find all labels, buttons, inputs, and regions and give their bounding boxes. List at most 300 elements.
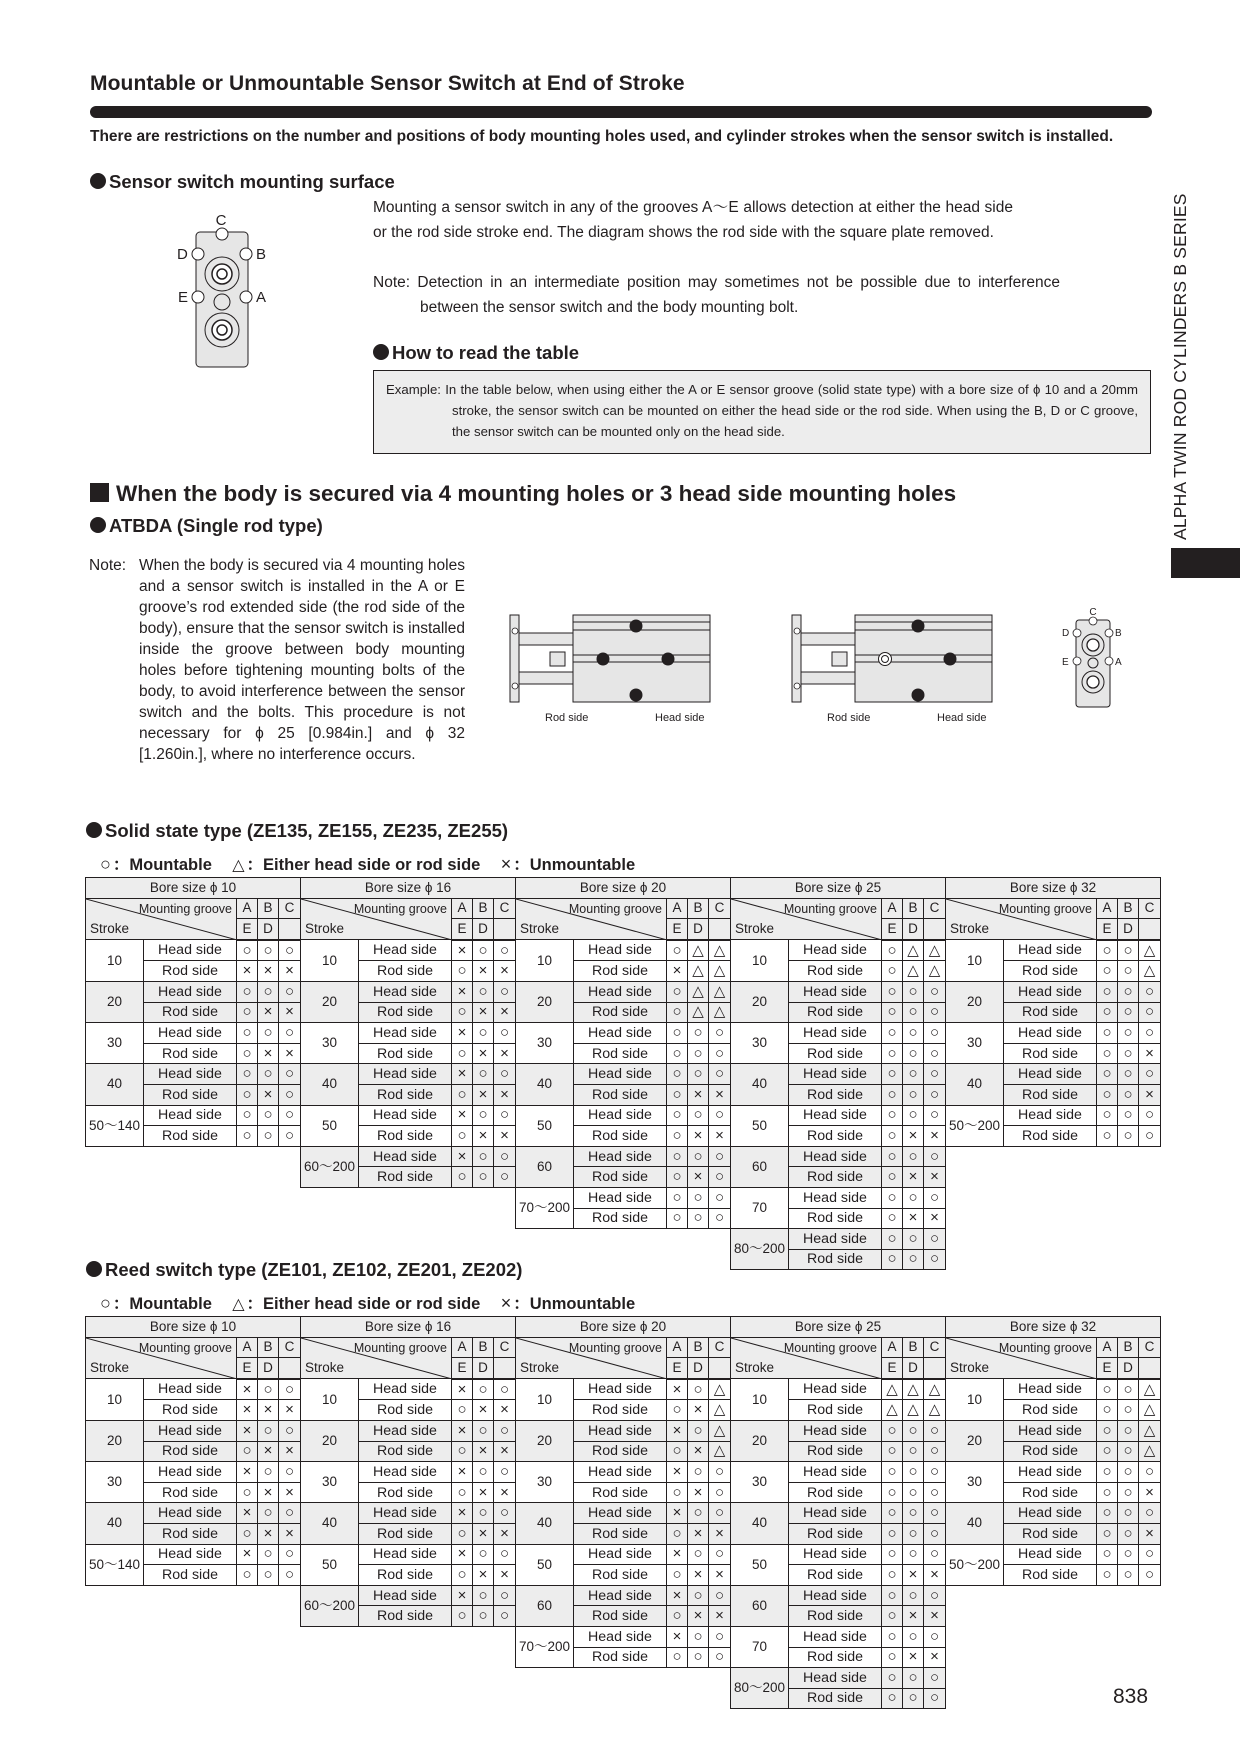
head-side-label: Head side <box>359 1503 452 1524</box>
mount-symbol: ○ <box>473 1503 494 1524</box>
cylinder-diagram-4-holes <box>510 615 710 724</box>
groove-column-header: C <box>494 1337 516 1358</box>
mount-symbol: ○ <box>903 1626 924 1647</box>
stroke-label: Stroke <box>950 921 990 937</box>
rod-side-label: Rod side <box>144 1002 237 1023</box>
stroke-value: 20 <box>301 981 359 1022</box>
mount-symbol: × <box>494 1084 516 1105</box>
mount-symbol: ○ <box>882 1146 903 1167</box>
table-row <box>516 1379 731 1400</box>
mount-symbol: ○ <box>237 981 258 1002</box>
table-row <box>946 1023 1161 1044</box>
stroke-value: 50～200 <box>946 1105 1004 1146</box>
mount-symbol: ○ <box>473 1146 494 1167</box>
mount-symbol: ○ <box>903 1187 924 1208</box>
either-label: ：Either head side or rod side <box>246 1295 481 1313</box>
mount-symbol: × <box>924 1647 946 1668</box>
mount-symbol: ○ <box>924 1482 946 1503</box>
groove-column-header: A <box>452 1337 473 1358</box>
mount-symbol: △ <box>924 1400 946 1421</box>
page-title: Mountable or Unmountable Sensor Switch at End of Stroke <box>90 72 685 95</box>
rod-side-label: Rod side <box>144 1043 237 1064</box>
mount-symbol: × <box>924 1565 946 1586</box>
mount-symbol: ○ <box>473 1023 494 1044</box>
stroke-groove-header <box>946 1337 1097 1379</box>
rod-side-label: Rod side <box>574 1167 667 1188</box>
mount-symbol: ○ <box>494 1023 516 1044</box>
square-bullet-icon <box>90 483 109 502</box>
head-side-label: Head side <box>359 1379 452 1400</box>
unmountable-label: ：Unmountable <box>513 1295 636 1313</box>
bore-table <box>945 877 1161 1147</box>
rod-side-label: Rod side <box>789 1002 882 1023</box>
mount-symbol: × <box>473 1126 494 1147</box>
table-row <box>86 1462 301 1483</box>
mount-symbol: ○ <box>237 1441 258 1462</box>
mount-symbol: × <box>924 1167 946 1188</box>
rod-side-label: Rod side <box>144 1441 237 1462</box>
rod-side-label: Rod side <box>545 712 589 724</box>
mount-symbol: ○ <box>1097 1503 1118 1524</box>
mount-symbol: × <box>667 1420 688 1441</box>
head-side-label: Head side <box>1004 940 1097 961</box>
groove-column-header: E <box>1097 1358 1118 1379</box>
mount-symbol: ○ <box>473 1064 494 1085</box>
mount-symbol: ○ <box>237 940 258 961</box>
series-sidebar-label: ALPHA TWIN ROD CYLINDERS B SERIES <box>1170 193 1190 540</box>
table-row <box>731 1626 946 1647</box>
small-groove-label-b: B <box>1115 628 1122 639</box>
mount-symbol: ○ <box>494 1420 516 1441</box>
groove-column-header: D <box>473 1358 494 1379</box>
stroke-value: 60～200 <box>301 1146 359 1187</box>
stroke-value: 40 <box>86 1503 144 1544</box>
mount-symbol: ○ <box>279 940 301 961</box>
mount-symbol: ○ <box>1118 1126 1139 1147</box>
mount-symbol: × <box>688 1565 709 1586</box>
stroke-label: Stroke <box>90 1360 130 1376</box>
mount-symbol: △ <box>688 940 709 961</box>
groove-column-header: A <box>882 898 903 919</box>
head-side-label: Head side <box>359 1462 452 1483</box>
stroke-value: 70～200 <box>516 1626 574 1667</box>
stroke-value: 10 <box>516 940 574 982</box>
head-side-label: Head side <box>574 1626 667 1647</box>
section-heading: When the body is secured via 4 mounting holes or 3 head side mounting holes <box>90 481 956 507</box>
rod-side-label: Rod side <box>359 1167 452 1188</box>
head-side-label: Head side <box>1004 1462 1097 1483</box>
mount-symbol: ○ <box>882 1002 903 1023</box>
mount-symbol: ○ <box>473 981 494 1002</box>
head-side-label: Head side <box>789 1105 882 1126</box>
mount-symbol: ○ <box>452 1565 473 1586</box>
rod-side-label: Rod side <box>574 1565 667 1586</box>
head-side-label: Head side <box>574 1379 667 1400</box>
head-side-label: Head side <box>1004 1023 1097 1044</box>
mount-symbol: △ <box>709 1420 731 1441</box>
mount-symbol: ○ <box>279 981 301 1002</box>
stroke-label: Stroke <box>305 1360 345 1376</box>
rod-side-label: Rod side <box>574 1482 667 1503</box>
stroke-value: 20 <box>731 981 789 1022</box>
mount-symbol: ○ <box>709 1626 731 1647</box>
mount-symbol: ○ <box>667 1482 688 1503</box>
table-row <box>516 1503 731 1524</box>
mount-symbol: × <box>903 1647 924 1668</box>
rod-side-label: Rod side <box>789 1441 882 1462</box>
mount-symbol: × <box>258 1043 279 1064</box>
groove-column-header: E <box>452 1358 473 1379</box>
mount-symbol: × <box>452 1420 473 1441</box>
mount-symbol: × <box>279 1482 301 1503</box>
mount-symbol: × <box>473 1565 494 1586</box>
table-row <box>86 1379 301 1400</box>
table-row <box>301 1379 516 1400</box>
table-row <box>731 1023 946 1044</box>
table-row <box>516 981 731 1002</box>
head-side-label: Head side <box>574 1187 667 1208</box>
stroke-value: 50 <box>516 1105 574 1146</box>
unmountable-symbol-icon: × <box>500 1293 512 1313</box>
stroke-value: 30 <box>946 1023 1004 1064</box>
mount-symbol: ○ <box>688 1023 709 1044</box>
stroke-groove-header <box>86 1337 237 1379</box>
rod-side-label: Rod side <box>144 1084 237 1105</box>
mount-symbol: ○ <box>688 1043 709 1064</box>
mount-symbol: ○ <box>882 1668 903 1689</box>
table-row <box>731 1146 946 1167</box>
groove-column-header: C <box>494 898 516 919</box>
table-row <box>516 1023 731 1044</box>
mount-symbol: ○ <box>1097 1064 1118 1085</box>
stroke-value: 40 <box>946 1503 1004 1544</box>
bore-table <box>85 1316 301 1586</box>
rod-side-label: Rod side <box>827 712 871 724</box>
mount-symbol: ○ <box>494 981 516 1002</box>
mount-symbol: △ <box>1139 1379 1161 1400</box>
rod-side-label: Rod side <box>789 1167 882 1188</box>
mount-symbol: × <box>688 1523 709 1544</box>
groove-column-header: D <box>258 919 279 940</box>
mount-symbol: × <box>688 1400 709 1421</box>
mount-symbol: ○ <box>1097 981 1118 1002</box>
mount-symbol: ○ <box>1097 1420 1118 1441</box>
mount-symbol: × <box>688 1482 709 1503</box>
head-side-label: Head side <box>789 1503 882 1524</box>
mount-symbol: ○ <box>688 1626 709 1647</box>
title-rule <box>90 106 1152 118</box>
mount-symbol: ○ <box>452 1084 473 1105</box>
groove-column-header: E <box>452 919 473 940</box>
bullet-icon <box>86 1261 102 1277</box>
mount-symbol: × <box>709 1126 731 1147</box>
stroke-label: Stroke <box>520 1360 560 1376</box>
stroke-value: 50 <box>516 1544 574 1585</box>
mounting-surface-note: Note: Detection in an intermediate position may sometimes not be possible due to interference between the sensor switch and the body mounting bolt. <box>373 274 1060 316</box>
table-row <box>301 1064 516 1085</box>
mount-symbol: ○ <box>1139 1126 1161 1147</box>
mount-symbol: ○ <box>903 1064 924 1085</box>
mount-symbol: × <box>667 1379 688 1400</box>
groove-column-header: A <box>237 1337 258 1358</box>
mount-symbol: × <box>473 1523 494 1544</box>
mount-symbol: × <box>667 961 688 982</box>
small-groove-label-c: C <box>1089 607 1097 618</box>
unmountable-label: ：Unmountable <box>513 856 636 874</box>
stroke-value: 50 <box>301 1105 359 1146</box>
mount-symbol: △ <box>709 1002 731 1023</box>
mount-symbol: × <box>924 1208 946 1229</box>
table-row <box>731 1420 946 1441</box>
mount-symbol: × <box>452 940 473 961</box>
groove-column-header: D <box>258 1358 279 1379</box>
mount-symbol: ○ <box>709 1503 731 1524</box>
groove-column-header: E <box>237 1358 258 1379</box>
mount-symbol: ○ <box>688 1064 709 1085</box>
mount-symbol: ○ <box>882 1420 903 1441</box>
head-side-label: Head side <box>789 1187 882 1208</box>
stroke-value: 30 <box>86 1462 144 1503</box>
mount-symbol: ○ <box>903 1544 924 1565</box>
mount-symbol: × <box>667 1503 688 1524</box>
stroke-label: Stroke <box>950 1360 990 1376</box>
rod-side-label: Rod side <box>1004 1482 1097 1503</box>
table-row <box>731 1668 946 1689</box>
mount-symbol: ○ <box>1118 1441 1139 1462</box>
mount-symbol: ○ <box>924 1523 946 1544</box>
mount-symbol: ○ <box>237 1482 258 1503</box>
mount-symbol: × <box>258 1400 279 1421</box>
sidebar-tab-marker <box>1171 548 1240 578</box>
mount-symbol: ○ <box>688 1105 709 1126</box>
head-side-label: Head side <box>574 1023 667 1044</box>
groove-column-header: A <box>667 898 688 919</box>
mount-symbol: ○ <box>1097 1002 1118 1023</box>
mount-symbol: △ <box>1139 1420 1161 1441</box>
stroke-value: 10 <box>86 940 144 982</box>
rod-side-label: Rod side <box>1004 961 1097 982</box>
mount-symbol: × <box>279 1400 301 1421</box>
stroke-value: 40 <box>86 1064 144 1105</box>
mount-symbol: ○ <box>279 1565 301 1586</box>
mount-symbol: × <box>494 1523 516 1544</box>
stroke-value: 20 <box>86 981 144 1022</box>
rod-side-label: Rod side <box>359 1084 452 1105</box>
rod-side-label: Rod side <box>574 1523 667 1544</box>
mount-symbol: ○ <box>667 1064 688 1085</box>
mount-symbol: ○ <box>882 1462 903 1483</box>
intro-text: There are restrictions on the number and positions of body mounting holes used, and cylinder strokes when the sensor switch is installed. <box>90 128 1114 145</box>
mount-symbol: ○ <box>924 1688 946 1709</box>
mount-symbol: ○ <box>688 1379 709 1400</box>
mount-symbol: ○ <box>494 1105 516 1126</box>
mount-symbol: ○ <box>903 1503 924 1524</box>
table-row <box>946 1462 1161 1483</box>
mount-symbol: ○ <box>882 1167 903 1188</box>
table-row <box>516 1064 731 1085</box>
head-side-label: Head side <box>144 1064 237 1085</box>
groove-column-header <box>279 1358 301 1379</box>
mount-symbol: × <box>494 1126 516 1147</box>
mount-symbol: × <box>494 1482 516 1503</box>
mount-symbol: ○ <box>667 1002 688 1023</box>
head-side-label: Head side <box>144 1420 237 1441</box>
mount-symbol: ○ <box>882 1626 903 1647</box>
mount-symbol: ○ <box>924 1146 946 1167</box>
mount-symbol: × <box>688 1084 709 1105</box>
stroke-groove-header <box>86 898 237 940</box>
groove-column-header: B <box>688 1337 709 1358</box>
symbol-legend <box>100 851 637 875</box>
mount-symbol: ○ <box>494 1146 516 1167</box>
stroke-value: 50 <box>301 1544 359 1585</box>
stroke-value: 30 <box>731 1462 789 1503</box>
stroke-value: 10 <box>946 1379 1004 1421</box>
mount-symbol: ○ <box>452 1167 473 1188</box>
mount-symbol: ○ <box>452 1043 473 1064</box>
mounting-groove-label: Mounting groove <box>568 901 662 916</box>
mounting-groove-label: Mounting groove <box>568 1340 662 1355</box>
mount-symbol: ○ <box>258 940 279 961</box>
rod-side-label: Rod side <box>789 1208 882 1229</box>
mount-symbol: ○ <box>903 1249 924 1270</box>
mount-symbol: △ <box>903 940 924 961</box>
mount-symbol: × <box>237 1379 258 1400</box>
mount-symbol: ○ <box>924 1668 946 1689</box>
head-side-label: Head side <box>359 1064 452 1085</box>
head-side-label: Head side <box>789 1064 882 1085</box>
mount-symbol: ○ <box>452 1606 473 1627</box>
mount-symbol: ○ <box>258 1503 279 1524</box>
mount-symbol: ○ <box>1118 1565 1139 1586</box>
mount-symbol: ○ <box>473 940 494 961</box>
mount-symbol: ○ <box>709 1167 731 1188</box>
rod-side-label: Rod side <box>789 1565 882 1586</box>
mount-symbol: ○ <box>667 1146 688 1167</box>
mount-symbol: ○ <box>924 1249 946 1270</box>
stroke-value: 80～200 <box>731 1229 789 1270</box>
table-row <box>516 1585 731 1606</box>
mount-symbol: ○ <box>1097 1400 1118 1421</box>
mount-symbol: △ <box>709 1379 731 1400</box>
head-side-label: Head side <box>144 1544 237 1565</box>
mount-symbol: ○ <box>709 1064 731 1085</box>
rod-side-label: Rod side <box>789 1688 882 1709</box>
head-side-label: Head side <box>937 712 987 724</box>
rod-side-label: Rod side <box>789 961 882 982</box>
groove-diagram-small <box>1062 607 1122 707</box>
mount-symbol: ○ <box>667 1023 688 1044</box>
mount-symbol: ○ <box>258 1420 279 1441</box>
mount-symbol: × <box>1139 1523 1161 1544</box>
head-side-label: Head side <box>574 1503 667 1524</box>
stroke-value: 40 <box>731 1503 789 1544</box>
stroke-groove-header <box>516 898 667 940</box>
rod-side-label: Rod side <box>359 1002 452 1023</box>
table-row <box>946 1544 1161 1565</box>
mount-symbol: × <box>473 1441 494 1462</box>
mount-symbol: × <box>452 981 473 1002</box>
mount-symbol: ○ <box>924 1084 946 1105</box>
mount-symbol: × <box>452 1462 473 1483</box>
stroke-groove-header <box>946 898 1097 940</box>
table-row <box>86 981 301 1002</box>
stroke-value: 30 <box>516 1462 574 1503</box>
mount-symbol: ○ <box>494 940 516 961</box>
groove-column-header: C <box>279 898 301 919</box>
mount-symbol: ○ <box>882 1565 903 1586</box>
unmountable-symbol-icon: × <box>500 854 512 874</box>
mount-symbol: ○ <box>1097 1126 1118 1147</box>
mount-symbol: ○ <box>1139 1023 1161 1044</box>
mount-symbol: ○ <box>473 1585 494 1606</box>
table-row <box>731 1462 946 1483</box>
mount-symbol: ○ <box>688 1208 709 1229</box>
stroke-value: 40 <box>516 1503 574 1544</box>
mount-symbol: × <box>452 1585 473 1606</box>
mount-symbol: ○ <box>1118 1023 1139 1044</box>
mount-symbol: ○ <box>882 1585 903 1606</box>
mount-symbol: ○ <box>1097 1023 1118 1044</box>
mount-symbol: ○ <box>882 961 903 982</box>
mount-symbol: ○ <box>452 1126 473 1147</box>
groove-column-header: D <box>903 919 924 940</box>
rod-side-label: Rod side <box>144 1482 237 1503</box>
bore-size-header: Bore size ϕ 16 <box>301 1317 516 1338</box>
cylinder-diagram-3-holes <box>792 615 992 724</box>
rod-side-label: Rod side <box>574 1208 667 1229</box>
mount-symbol: ○ <box>1118 981 1139 1002</box>
table-row <box>946 1379 1161 1400</box>
mount-symbol: ○ <box>882 1482 903 1503</box>
stroke-value: 30 <box>301 1462 359 1503</box>
mount-symbol: × <box>494 1565 516 1586</box>
table-row <box>731 1105 946 1126</box>
table-row <box>731 1229 946 1250</box>
stroke-value: 50～200 <box>946 1544 1004 1585</box>
rod-side-label: Rod side <box>789 1482 882 1503</box>
mount-symbol: △ <box>903 961 924 982</box>
head-side-label: Head side <box>789 1379 882 1400</box>
mount-symbol: × <box>903 1208 924 1229</box>
table-row <box>731 1503 946 1524</box>
mount-symbol: ○ <box>903 1105 924 1126</box>
groove-column-header: C <box>709 1337 731 1358</box>
stroke-value: 10 <box>731 1379 789 1421</box>
head-side-label: Head side <box>1004 1544 1097 1565</box>
mount-symbol: ○ <box>1139 1462 1161 1483</box>
mount-symbol: ○ <box>882 1606 903 1627</box>
mount-symbol: × <box>709 1523 731 1544</box>
mount-symbol: × <box>452 1544 473 1565</box>
mount-symbol: ○ <box>667 1565 688 1586</box>
mount-symbol: ○ <box>494 1379 516 1400</box>
rod-side-label: Rod side <box>144 1565 237 1586</box>
stroke-value: 70 <box>731 1187 789 1228</box>
head-side-label: Head side <box>789 1146 882 1167</box>
stroke-value: 30 <box>86 1023 144 1064</box>
groove-column-header: C <box>279 1337 301 1358</box>
rod-side-label: Rod side <box>1004 1084 1097 1105</box>
mount-symbol: ○ <box>1118 1482 1139 1503</box>
mount-symbol: ○ <box>473 1544 494 1565</box>
mount-symbol: ○ <box>688 1585 709 1606</box>
table-row <box>731 940 946 961</box>
mount-symbol: △ <box>1139 940 1161 961</box>
table-row <box>86 940 301 961</box>
table-row <box>731 1379 946 1400</box>
mount-symbol: △ <box>709 981 731 1002</box>
